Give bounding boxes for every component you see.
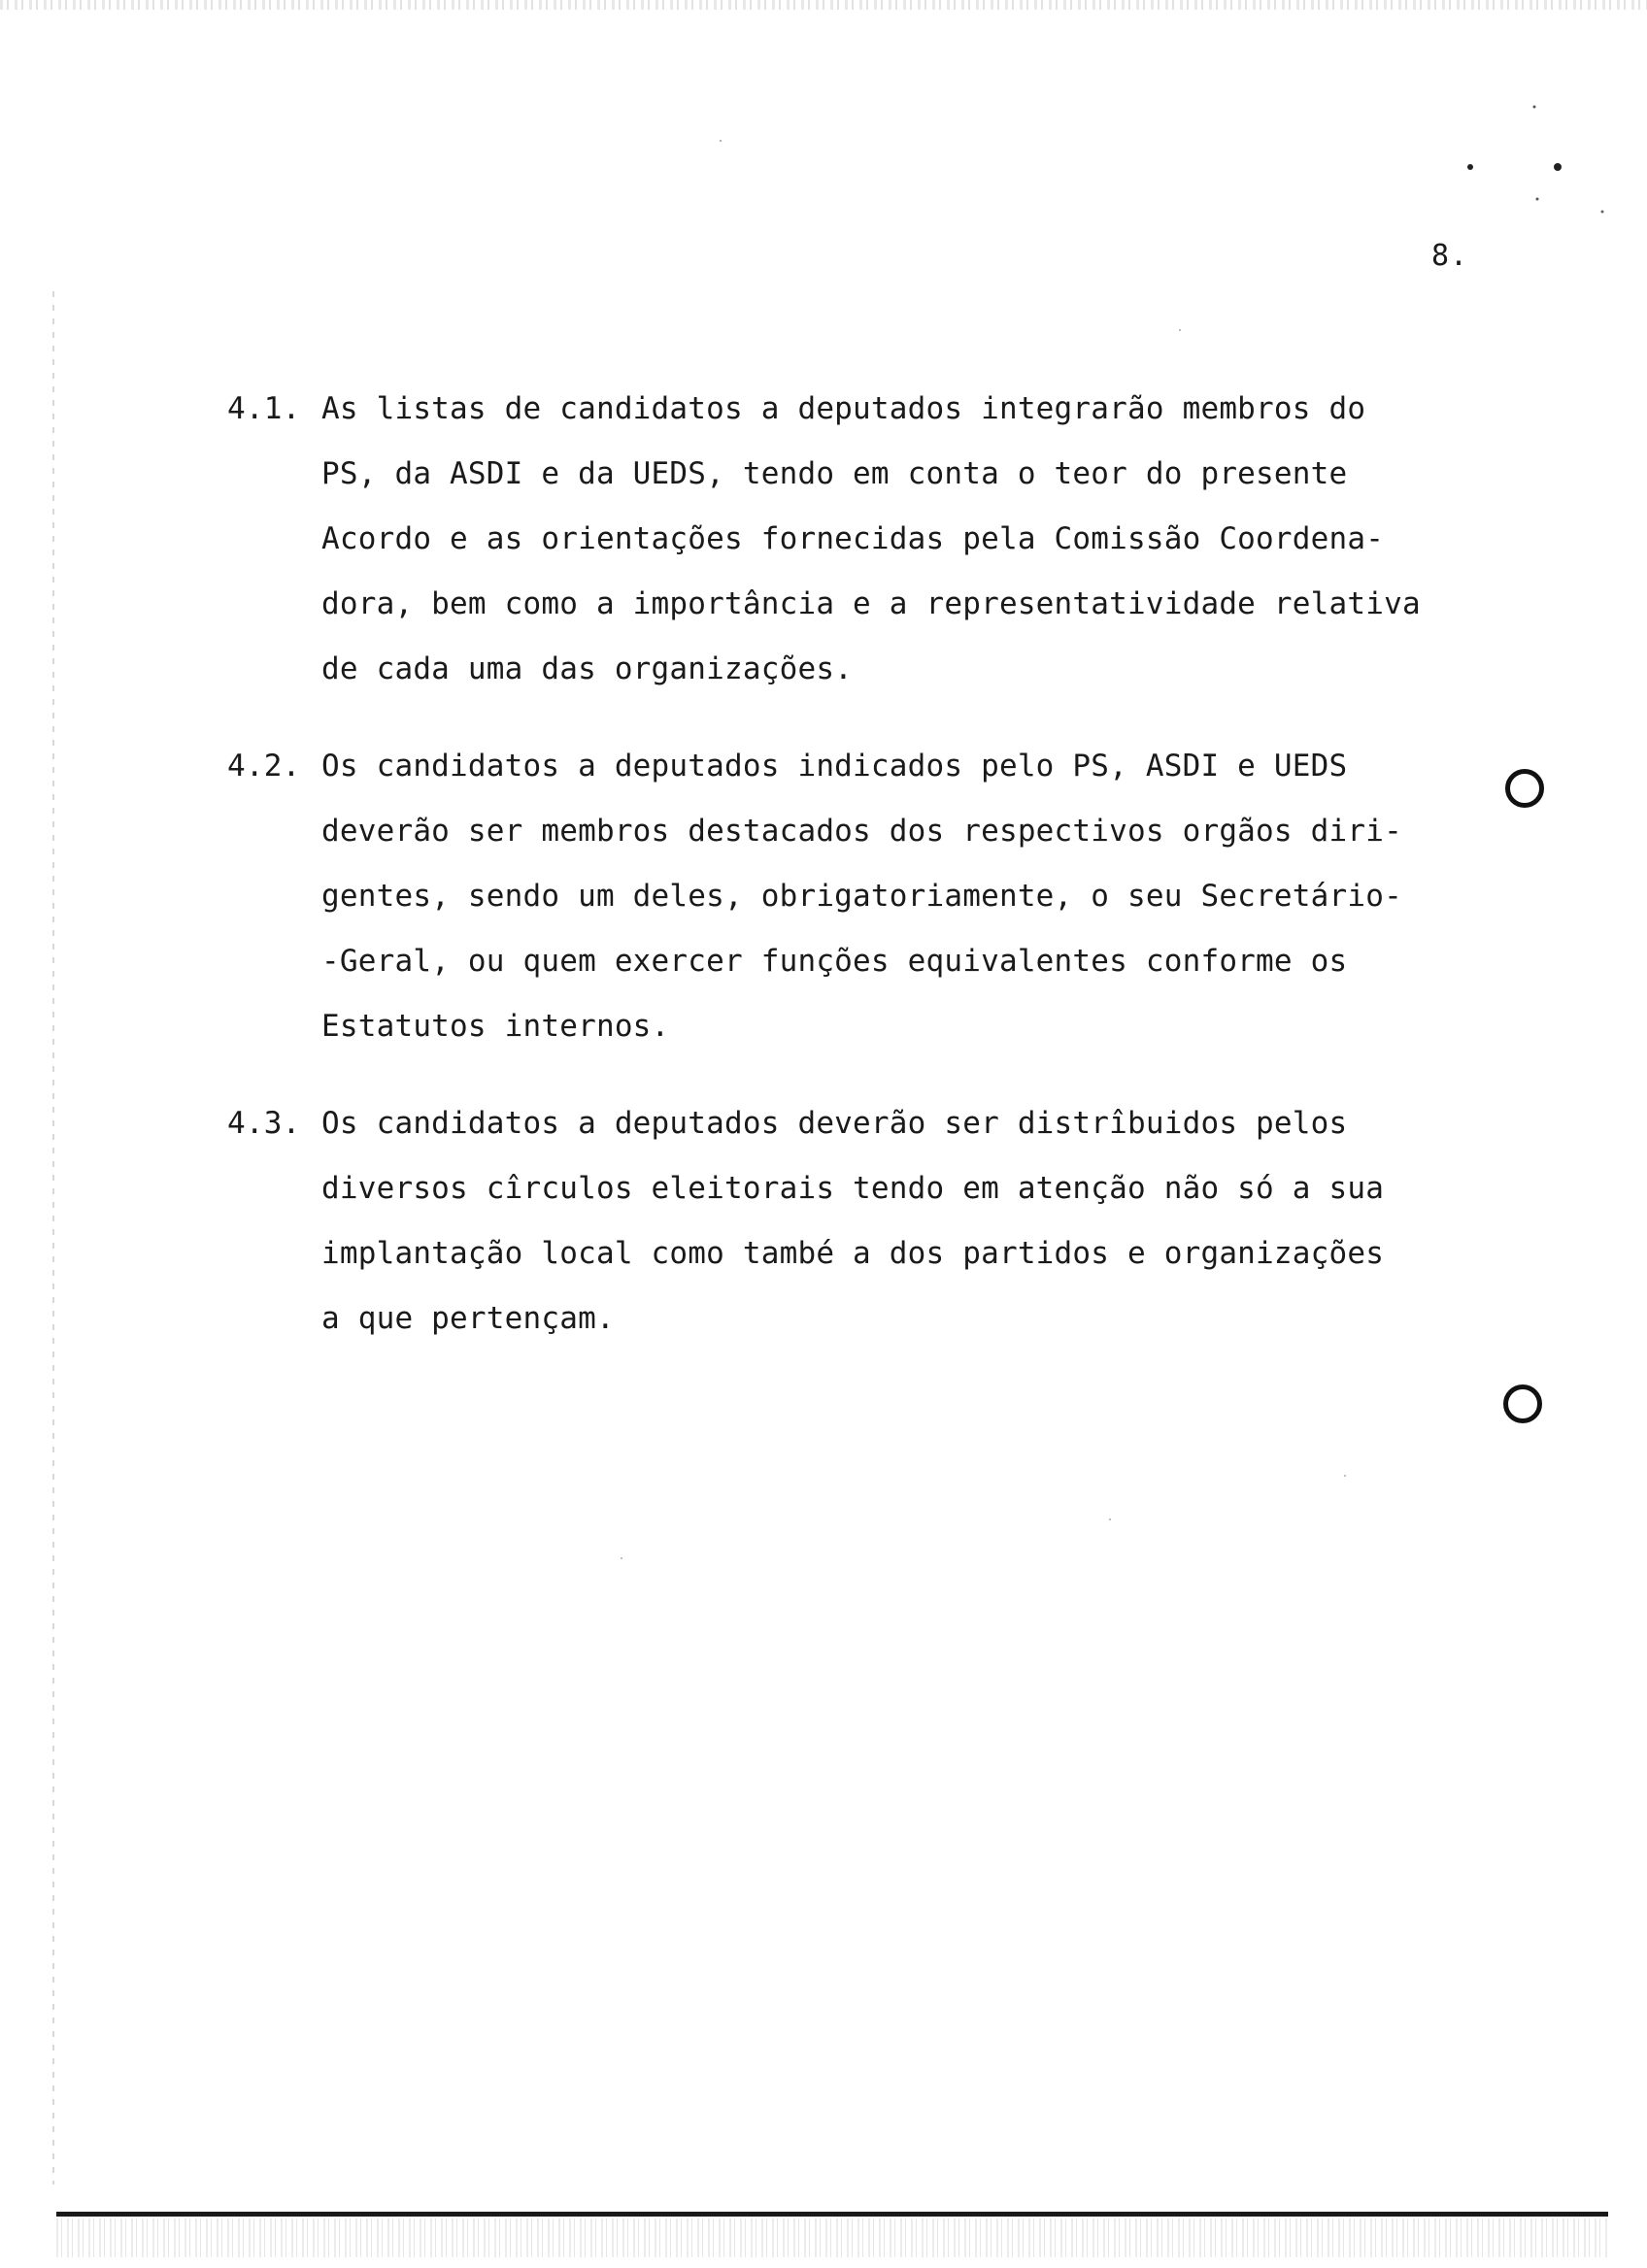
punch-hole-icon — [1505, 769, 1544, 808]
page-number: 8. — [1431, 239, 1469, 273]
clause-line: As listas de candidatos a deputados integrarão membros do — [321, 391, 1366, 426]
clause-line: implantação local como també a dos partidos e organizações — [321, 1236, 1385, 1271]
clause-number: 4.2. — [227, 749, 301, 784]
clause-line: gentes, sendo um deles, obrigatoriamente, o seu Secretário- — [321, 879, 1402, 914]
clause-line: Acordo e as orientações fornecidas pela Comissão Coordena- — [321, 521, 1385, 556]
clause-line: Os candidatos a deputados indicados pelo PS, ASDI e UEDS — [321, 749, 1348, 784]
clause-line: dora, bem como a importância e a representatividade relativa — [321, 586, 1421, 621]
clause-body — [321, 734, 1521, 1059]
clause-line: PS, da ASDI e da UEDS, tendo em conta o teor do presente — [321, 456, 1348, 491]
clause-body — [321, 1091, 1521, 1351]
punch-hole-icon — [1503, 1384, 1542, 1423]
clause-number: 4.3. — [227, 1106, 301, 1141]
clause-line: -Geral, ou quem exercer funções equivalentes conforme os — [321, 944, 1348, 979]
scan-edge-bottom — [56, 2218, 1608, 2257]
clause-line: de cada uma das organizações. — [321, 651, 854, 686]
clause-line: Estatutos internos. — [321, 1009, 670, 1044]
clause-line: deverão ser membros destacados dos respectivos orgãos diri- — [321, 814, 1402, 849]
bottom-rule — [56, 2212, 1608, 2217]
clause-line: a que pertençam. — [321, 1301, 615, 1336]
clause-line: Os candidatos a deputados deverão ser distrîbuidos pelos — [321, 1106, 1348, 1141]
clause-body — [321, 377, 1521, 702]
clause-line: diversos cîrculos eleitorais tendo em atenção não só a sua — [321, 1171, 1385, 1206]
clause-number: 4.1. — [227, 391, 301, 426]
